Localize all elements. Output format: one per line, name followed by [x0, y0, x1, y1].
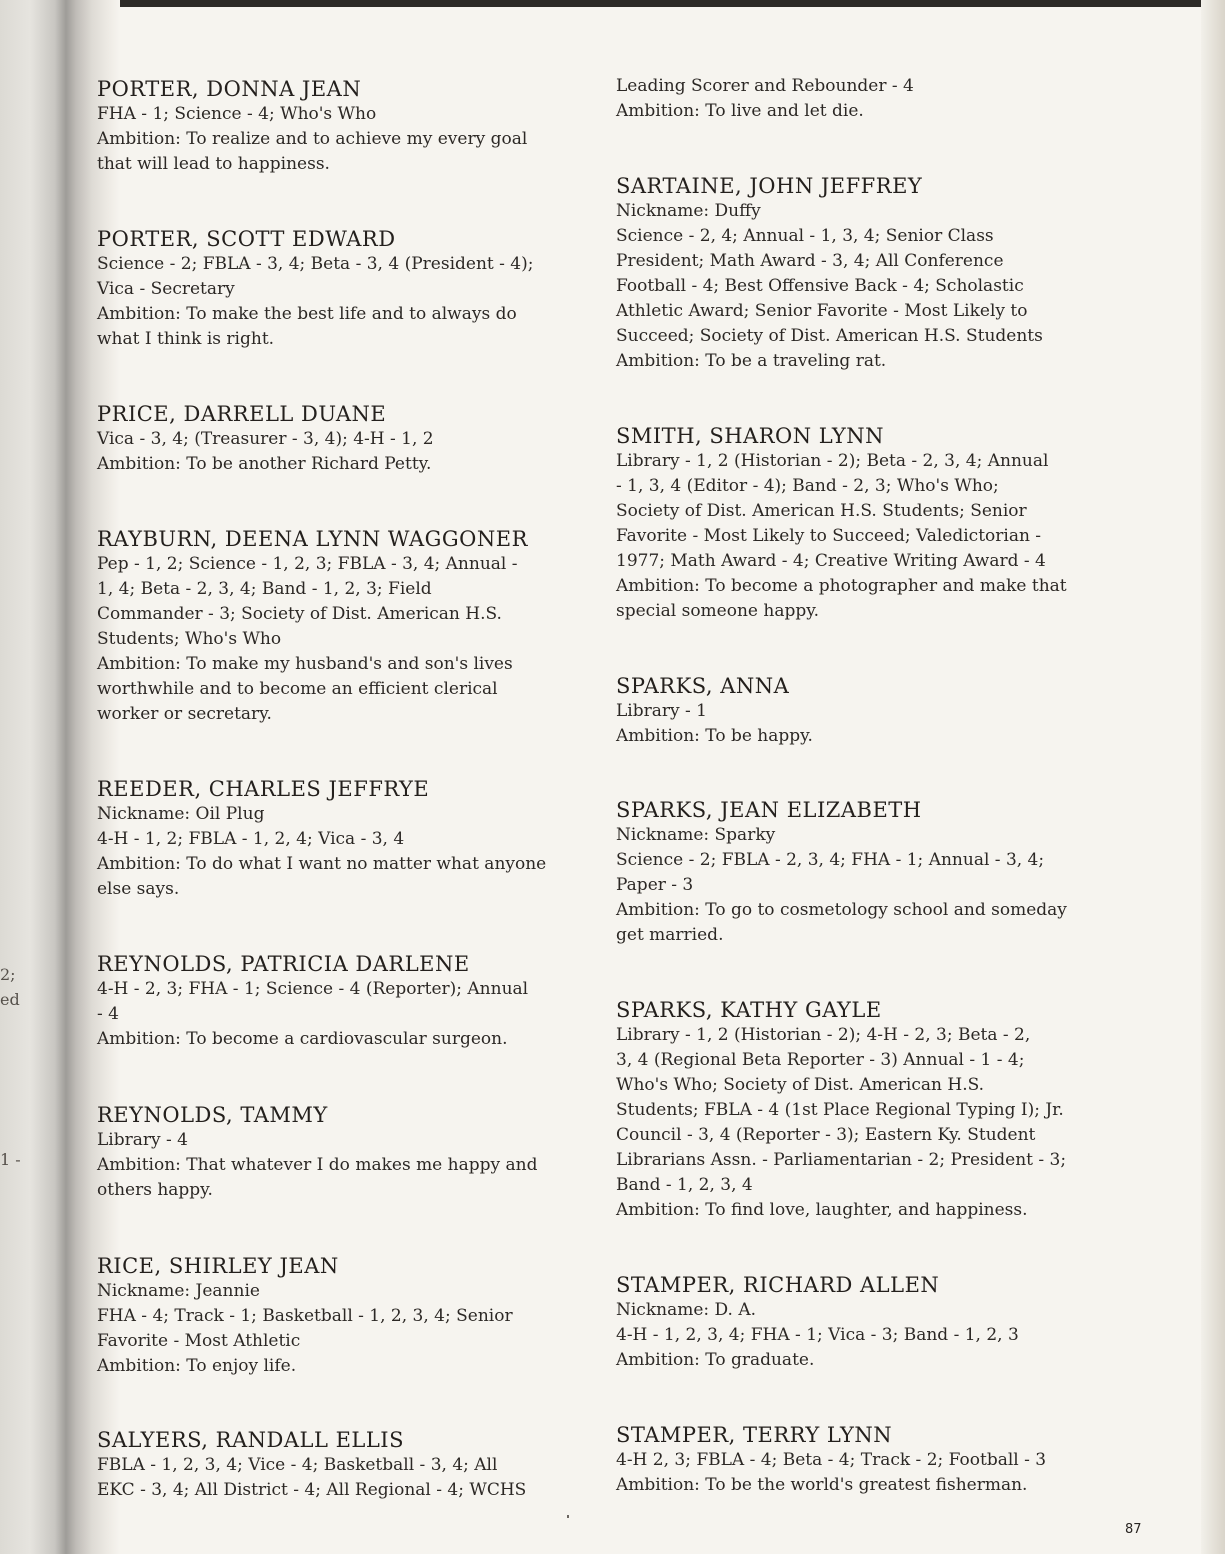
entry-detail-line: Science - 2; FBLA - 2, 3, 4; FHA - 1; Annual - 3, 4;	[616, 850, 1045, 870]
senior-name: STAMPER, TERRY LYNN	[616, 1423, 893, 1447]
entry-detail-line: Leading Scorer and Rebounder - 4	[616, 76, 914, 96]
entry-detail-line: what I think is right.	[97, 329, 275, 349]
entry-detail-line: Science - 2, 4; Annual - 1, 3, 4; Senior Class	[616, 226, 994, 246]
senior-name: REEDER, CHARLES JEFFRYE	[97, 777, 430, 801]
entry-detail-line: others happy.	[97, 1180, 213, 1200]
senior-name: STAMPER, RICHARD ALLEN	[616, 1273, 940, 1297]
entry-detail-line: 4-H - 2, 3; FHA - 1; Science - 4 (Reporter); Annual	[97, 979, 529, 999]
entry-detail-line: that will lead to happiness.	[97, 154, 330, 174]
entry-detail-line: Science - 2; FBLA - 3, 4; Beta - 3, 4 (President - 4);	[97, 254, 534, 274]
entry-detail-line: Ambition: That whatever I do makes me happy and	[97, 1155, 538, 1175]
entry-detail-line: Ambition: To live and let die.	[616, 101, 864, 121]
entry-detail-line: Ambition: To become a cardiovascular surgeon.	[97, 1029, 508, 1049]
page-top-edge	[0, 0, 1225, 7]
entry-detail-line: 4-H 2, 3; FBLA - 4; Beta - 4; Track - 2; Football - 3	[616, 1450, 1047, 1470]
entry-detail-line: Ambition: To be the world's greatest fisherman.	[616, 1475, 1028, 1495]
senior-entry	[97, 951, 617, 1052]
entry-detail-line: Ambition: To enjoy life.	[97, 1356, 297, 1376]
entry-detail-line: - 4	[97, 1004, 119, 1024]
entry-detail-line: else says.	[97, 879, 180, 899]
senior-entry	[616, 423, 1136, 624]
entry-detail-line: - 1, 3, 4 (Editor - 4); Band - 2, 3; Who's Who;	[616, 476, 999, 496]
senior-name: PORTER, SCOTT EDWARD	[97, 227, 396, 251]
entry-detail-line: special someone happy.	[616, 601, 819, 621]
senior-entry	[616, 173, 1136, 374]
entry-detail-line: Paper - 3	[616, 875, 694, 895]
entry-detail-line: Nickname: Sparky	[616, 825, 776, 845]
page-number: 87	[1125, 1522, 1142, 1537]
entry-detail-line: 1977; Math Award - 4; Creative Writing Award - 4	[616, 551, 1046, 571]
entry-detail-line: Ambition: To be another Richard Petty.	[97, 454, 432, 474]
senior-entry	[97, 226, 617, 352]
entry-detail-line: Library - 1	[616, 701, 707, 721]
senior-name: SPARKS, JEAN ELIZABETH	[616, 798, 922, 822]
entry-detail-line: Ambition: To make my husband's and son's lives	[97, 654, 513, 674]
entry-detail-line: 1, 4; Beta - 2, 3, 4; Band - 1, 2, 3; Field	[97, 579, 432, 599]
senior-name: PRICE, DARRELL DUANE	[97, 402, 387, 426]
entry-detail-line: Ambition: To realize and to achieve my every goal	[97, 129, 528, 149]
continued-entry	[616, 74, 1136, 124]
senior-entry	[97, 1427, 617, 1503]
entry-detail-line: Library - 1, 2 (Historian - 2); 4-H - 2, 3; Beta - 2,	[616, 1025, 1031, 1045]
senior-name: SPARKS, ANNA	[616, 674, 790, 698]
senior-entry	[97, 526, 617, 727]
bleed-through-text: ed	[0, 990, 20, 1009]
entry-detail-line: Ambition: To find love, laughter, and happiness.	[616, 1200, 1028, 1220]
senior-entry	[616, 997, 1136, 1223]
entry-detail-line: Ambition: To be happy.	[616, 726, 813, 746]
entry-detail-line: Library - 1, 2 (Historian - 2); Beta - 2, 3, 4; Annual	[616, 451, 1049, 471]
entry-detail-line: Succeed; Society of Dist. American H.S. Students	[616, 326, 1043, 346]
entry-detail-line: Vica - Secretary	[97, 279, 235, 299]
entry-detail-line: EKC - 3, 4; All District - 4; All Regional - 4; WCHS	[97, 1480, 527, 1500]
senior-entry	[616, 1422, 1136, 1498]
entry-detail-line: Who's Who; Society of Dist. American H.S.	[616, 1075, 985, 1095]
entry-detail-line: Ambition: To make the best life and to always do	[97, 304, 517, 324]
entry-detail-line: Ambition: To be a traveling rat.	[616, 351, 887, 371]
entry-detail-line: Students; Who's Who	[97, 629, 282, 649]
entry-detail-line: Ambition: To do what I want no matter what anyone	[97, 854, 547, 874]
senior-name: SALYERS, RANDALL ELLIS	[97, 1428, 404, 1452]
entry-detail-line: Librarians Assn. - Parliamentarian - 2; President - 3;	[616, 1150, 1067, 1170]
entry-detail-line: FHA - 4; Track - 1; Basketball - 1, 2, 3, 4; Senior	[97, 1306, 513, 1326]
entry-detail-line: worthwhile and to become an efficient clerical	[97, 679, 498, 699]
bleed-through-text: 2;	[0, 965, 16, 984]
paper-speck	[567, 1515, 569, 1518]
entry-detail-line: Ambition: To graduate.	[616, 1350, 815, 1370]
senior-entry	[616, 1272, 1136, 1373]
senior-entry	[97, 1253, 617, 1379]
entry-detail-line: Band - 1, 2, 3, 4	[616, 1175, 753, 1195]
entry-detail-line: Favorite - Most Likely to Succeed; Valedictorian -	[616, 526, 1042, 546]
senior-name: REYNOLDS, TAMMY	[97, 1103, 328, 1127]
entry-detail-line: President; Math Award - 3, 4; All Conference	[616, 251, 1004, 271]
entry-detail-line: 4-H - 1, 2, 3, 4; FHA - 1; Vica - 3; Band - 1, 2, 3	[616, 1325, 1019, 1345]
entry-detail-line: worker or secretary.	[97, 704, 272, 724]
entry-detail-line: Vica - 3, 4; (Treasurer - 3, 4); 4-H - 1, 2	[97, 429, 434, 449]
entry-detail-line: 4-H - 1, 2; FBLA - 1, 2, 4; Vica - 3, 4	[97, 829, 405, 849]
senior-name: PORTER, DONNA JEAN	[97, 77, 362, 101]
senior-name: RAYBURN, DEENA LYNN WAGGONER	[97, 527, 528, 551]
senior-entry	[97, 776, 617, 902]
senior-entry	[616, 673, 1136, 749]
entry-detail-line: Library - 4	[97, 1130, 188, 1150]
entry-detail-line: Ambition: To become a photographer and make that	[616, 576, 1067, 596]
entry-detail-line: Ambition: To go to cosmetology school and someday	[616, 900, 1067, 920]
entry-detail-line: Nickname: D. A.	[616, 1300, 757, 1320]
senior-entry	[97, 1102, 617, 1203]
senior-entry	[97, 401, 617, 477]
entry-detail-line: FBLA - 1, 2, 3, 4; Vice - 4; Basketball - 3, 4; All	[97, 1455, 498, 1475]
entry-detail-line: FHA - 1; Science - 4; Who's Who	[97, 104, 377, 124]
senior-name: REYNOLDS, PATRICIA DARLENE	[97, 952, 470, 976]
entry-detail-line: get married.	[616, 925, 724, 945]
entry-detail-line: 3, 4 (Regional Beta Reporter - 3) Annual - 1 - 4;	[616, 1050, 1025, 1070]
senior-name: SARTAINE, JOHN JEFFREY	[616, 174, 923, 198]
senior-name: SPARKS, KATHY GAYLE	[616, 998, 882, 1022]
entry-detail-line: Pep - 1, 2; Science - 1, 2, 3; FBLA - 3, 4; Annual -	[97, 554, 518, 574]
entry-detail-line: Favorite - Most Athletic	[97, 1331, 301, 1351]
entry-detail-line: Nickname: Jeannie	[97, 1281, 260, 1301]
entry-detail-line: Society of Dist. American H.S. Students; Senior	[616, 501, 1027, 521]
entry-detail-line: Commander - 3; Society of Dist. American H.S.	[97, 604, 502, 624]
senior-name: RICE, SHIRLEY JEAN	[97, 1254, 339, 1278]
senior-entry	[616, 797, 1136, 948]
entry-detail-line: Students; FBLA - 4 (1st Place Regional Typing I); Jr.	[616, 1100, 1064, 1120]
entry-detail-line: Football - 4; Best Offensive Back - 4; Scholastic	[616, 276, 1024, 296]
bleed-through-text: 1 -	[0, 1150, 21, 1169]
senior-entry	[97, 76, 617, 177]
entry-detail-line: Nickname: Oil Plug	[97, 804, 265, 824]
entry-detail-line: Athletic Award; Senior Favorite - Most Likely to	[616, 301, 1028, 321]
senior-name: SMITH, SHARON LYNN	[616, 424, 885, 448]
entry-detail-line: Nickname: Duffy	[616, 201, 761, 221]
page-right-edge	[1201, 0, 1225, 1554]
entry-detail-line: Council - 3, 4 (Reporter - 3); Eastern Ky. Student	[616, 1125, 1036, 1145]
